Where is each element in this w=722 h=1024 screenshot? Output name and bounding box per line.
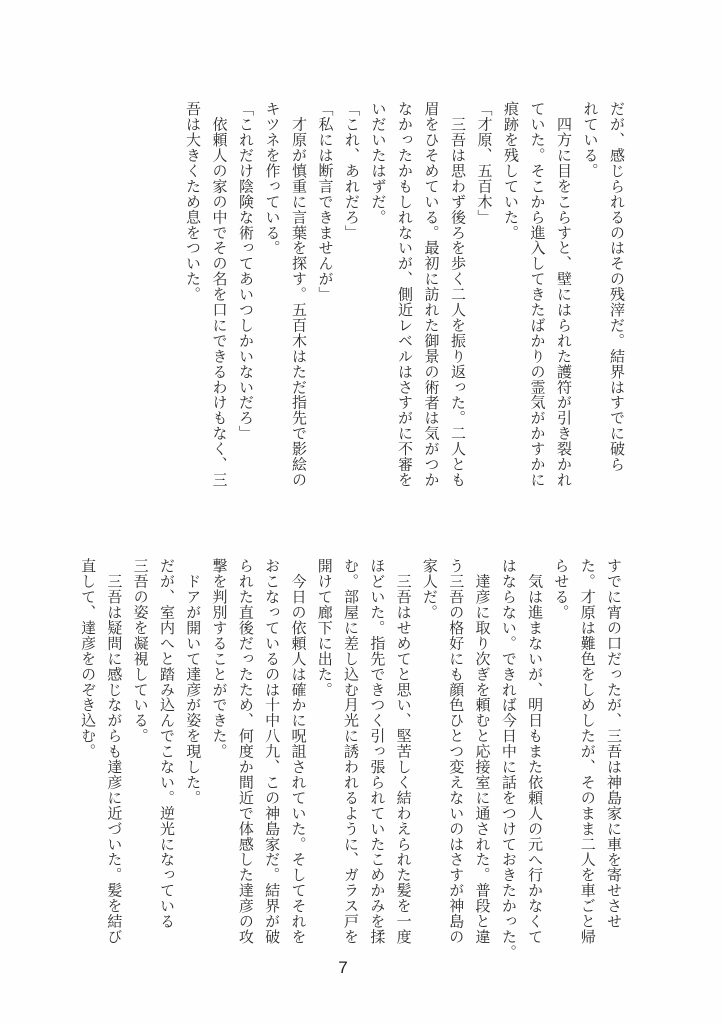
text-line: キツネを作っている。 [263,101,282,256]
text-line: 依頼人の家の中でその名を口にできるわけもなく、三 [210,101,229,488]
page-number: 7 [338,958,348,977]
text-line: だが、感じられるのはその残滓だ。結界はすでに破ら [608,101,626,472]
text-line: 「これ、あれだろ」 [343,101,361,241]
text-line: 痕跡を残していた。 [502,101,520,241]
text-line: 「才原、五百木」 [475,101,494,225]
text-line: た。才原は難色をしめしたが、そのまま二人を車ごと帰 [578,558,597,945]
text-line: ドアが開いて達彦が姿を現した。 [184,558,203,806]
text-line: 三吾は思わず後ろを歩く二人を振り返った。二人とも [449,101,467,488]
text-line: 達彦に取り次ぎを頼むと応接室に通された。普段と違 [473,558,492,945]
text-line: 気は進まないが、明日もまた依頼人の元へ行かなくて [526,558,545,945]
text-line: 開けて廊下に出た。 [315,558,334,698]
text-line: 才原が慎重に言葉を探す。五百木はただ指先で影絵の [290,101,308,488]
text-line: 撃を判別することができた。 [210,558,229,759]
text-line: れている。 [581,101,600,179]
text-line: 「これだけ陰険な術ってあいつしかいないだろ」 [237,101,255,441]
text-line: 三吾は疑問に感じながらも達彦に近づいた。髪を結び [105,558,124,945]
text-line: おこなっているのは十中八九、この神島家だ。結界が破 [263,558,282,945]
text-line: 三吾の姿を凝視している。 [131,558,150,744]
text-line: らせる。 [552,558,571,620]
text-line: すでに宵の口だったが、三吾は神島家に車を寄せさせ [605,558,623,929]
text-block-bottom [75,558,627,958]
text-line: 四方に目をこらすと、壁にはられた護符が引き裂かれ [555,101,573,488]
text-line: 吾は大きくため息をついた。 [184,101,202,302]
text-block-top [180,101,631,491]
text-line: 家人だ。 [420,558,439,620]
text-line: いだいたはずだ。 [369,101,388,225]
text-line: なかったかもしれないが、側近レベルはさすがに不審を [396,101,414,488]
text-line: 今日の依頼人は確かに呪詛されていた。そしてそれを [289,558,308,945]
text-line: 眉をひそめている。最初に訪れた御景の術者は気がつか [422,101,441,488]
text-line: 三吾はせめてと思い、堅苦しく結わえられた髪を一度 [394,558,413,945]
text-line: ほどいた。指先できつく引っ張られていたこめかみを揉 [368,558,387,945]
text-line: う三吾の格好にも顔色ひとつ変えないのはさすが神島の [447,558,466,945]
text-line: だが、室内へと踏み込んでこない。逆光になっている [157,558,176,929]
text-line: はならない。できれば今日中に話をつけておきたかった。 [499,558,518,960]
text-line: 直して、達彦をのぞき込む。 [79,558,98,759]
text-line: む。部屋に差し込む月光に誘われるように、ガラス戸を [342,558,361,945]
text-line: られた直後だったため、何度か間近で体感した達彦の攻 [236,558,255,945]
text-line: ていた。そこから進入してきたばかりの霊気がかすかに [528,101,547,488]
text-line: 「私には断言できませんが」 [316,101,335,302]
